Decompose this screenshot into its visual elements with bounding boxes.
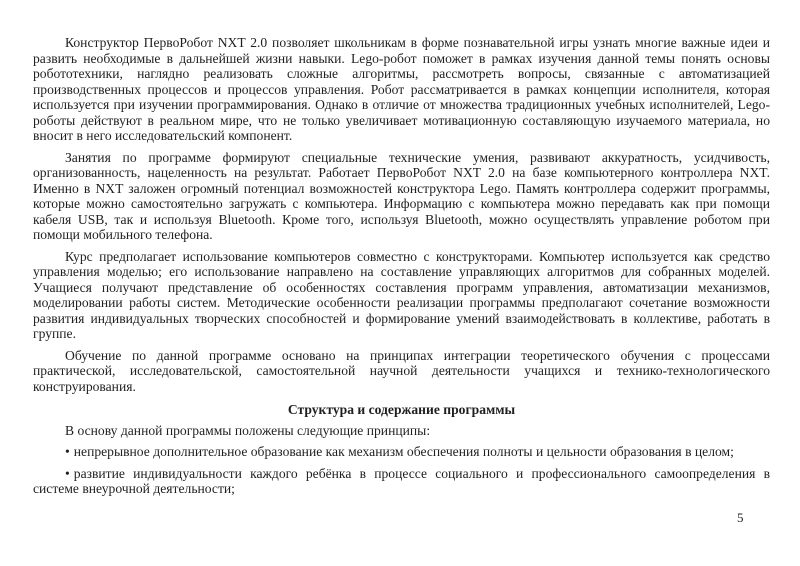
section-heading: Структура и содержание программы [287,402,516,417]
bullet-text: непрерывное дополнительное образование как механизм обеспечения полноты и цельности образования в целом; [73,444,734,459]
paragraph-course: Курс предполагает использование компьютеров совместно с конструкторами. Компьютер используется как средство управления моделью; его использование направлено на составление управляющих алгоритмов для собранных моделей. Учащиеся получают представление об особенностях составления программ управления, автоматизации механизмов, моделировании работы систем. Методические особенности реализации программы предполагают сочетание возможности развития индивидуальных творческих способностей и формирование умений взаимодействовать в коллективе, работать в группе. [33,248,770,341]
paragraph-intro-constructor: Конструктор ПервоРобот NXT 2.0 позволяет школьникам в форме познавательной игры узнать многие важные идеи и развить необходимые в дальнейшей жизни навыки. Lego-робот поможет в рамках изучения данной темы понять основы робототехники, наглядно реализовать сложные алгоритмы, рассмотреть вопросы, связанные с автоматизацией производственных процессов и процессов управления. Робот рассматривается в рамках концепции исполнителя, которая используется при изучении программирования. Однако в отличие от множества традиционных учебных исполнителей, Lego-роботы действуют в реальном мире, что не только увеличивает мотивационную составляющую изучаемого материала, но вносит в него исследовательский компонент. [33,35,770,143]
page-number: 5 [737,510,744,525]
bullet-glyph: • [65,444,70,459]
principles-intro-line: В основу данной программы положены следующие принципы: [65,422,431,438]
bullet-glyph: • [65,465,70,481]
bullet-item [33,444,770,460]
paragraph-lessons: Занятия по программе формируют специальные технические умения, развивают аккуратность, усидчивость, организованность, нацеленность на результат. Работает ПервоРобот NXT 2.0 на базе компьютерного контроллера NXT. Именно в NXT заложен огромный потенциал возможностей конструктора Lego. Память контроллера содержит программы, которые можно самостоятельно загружать с компьютера. Информацию с компьютера можно передавать как при помощи кабеля USB, так и используя Bluetooth. Кроме того, используя Bluetooth, можно осуществлять управление роботом при помощи мобильного телефона. [33,149,770,242]
bullet-item [33,466,770,497]
bullet-text: развитие индивидуальности каждого ребёнка в процессе социального и профессионального самоопределения в системе внеурочной деятельности; [33,465,770,496]
paragraph-training: Обучение по данной программе основано на принципах интеграции теоретического обучения с процессами практической, исследовательской, самостоятельной научной деятельности учащихся и технико-технологического конструирования. [33,347,770,394]
